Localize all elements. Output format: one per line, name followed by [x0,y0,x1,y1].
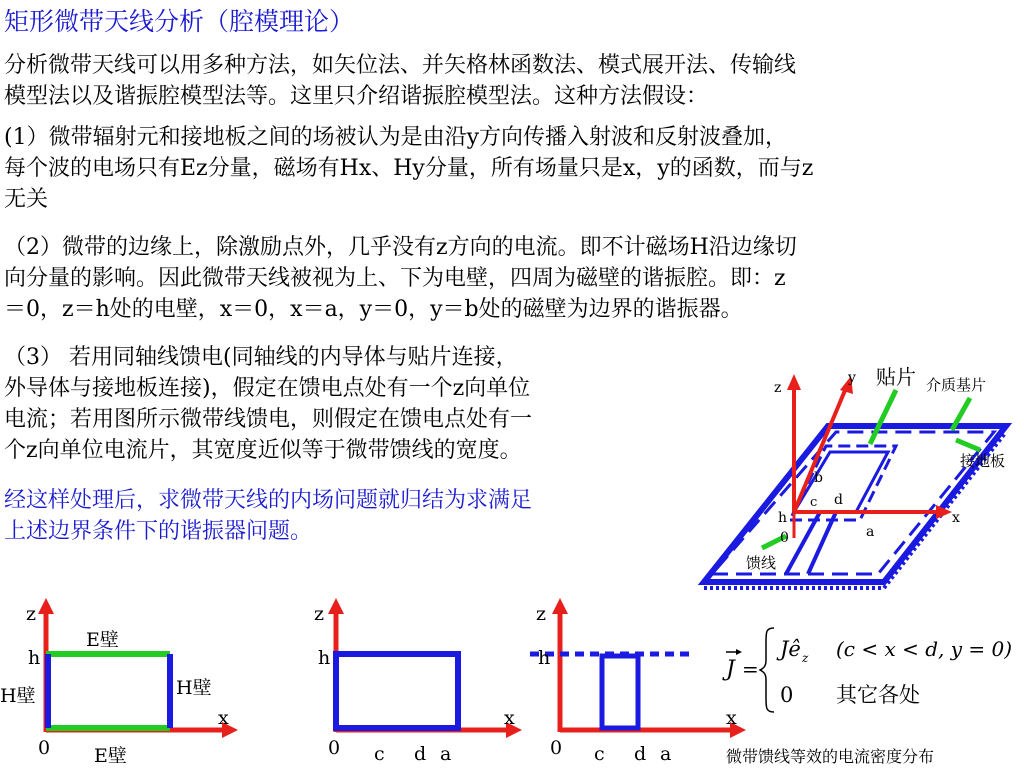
feed-label: 馈线 [746,554,777,572]
antenna-a-label: a [866,524,875,540]
case1-value: Jê [780,637,801,661]
assumption-3-line: 个z向单位电流片，其宽度近似等于微带馈线的宽度。 [4,438,522,463]
antenna-x-label: x [952,510,960,526]
left-h-wall-label: H壁 [0,685,36,707]
fig2-z-label: z [314,603,325,625]
fig1-x-label: x [218,707,229,729]
assumption-1-line: 无关 [4,187,49,212]
fig1-z-arrow [38,598,54,614]
antenna-y-label: y [848,370,856,386]
antenna-diagram [690,360,1024,600]
assumption-1-line: 每个波的电场只有Ez分量，磁场有Hx、Hy分量，所有场量只是x，y的函数，而与z [4,156,814,181]
assumption-1 [4,122,813,215]
top-e-wall-label: E壁 [86,629,119,651]
intro-line: 分析微带天线可以用多种方法，如矢位法、并矢格林函数法、模式展开法、传输线 [4,53,797,78]
antenna-d-label: d [834,492,843,508]
fig3-x-label: x [726,707,737,729]
fig3-a-label: a [660,743,672,765]
ground-label: 接地板 [960,452,1006,470]
bottom-e-wall-label: E壁 [94,745,127,767]
conclusion-line: 上述边界条件下的谐振器问题。 [4,519,313,544]
fig3-z-arrow [552,598,568,614]
cavity-diagram [300,596,530,768]
fig2-d-label: d [414,743,427,765]
fig3-d-label: d [634,743,647,765]
patch-label: 贴片 [876,365,916,389]
assumption-2-line: （2）微带的边缘上，除激励点外，几乎没有z方向的电流。即不计磁场H沿边缘切 [4,235,797,260]
page-title: 矩形微带天线分析（腔模理论） [4,7,355,36]
antenna-z-label: z [774,380,782,396]
formula-brace [760,628,774,712]
fig2-origin-label: 0 [328,737,341,759]
assumption-3-line: 外导体与接地板连接)，假定在馈电点处有一个z向单位 [4,376,531,401]
assumption-2-line: 向分量的影响。因此微带天线被视为上、下为电壁，四周为磁壁的谐振腔。即：z [4,266,786,291]
current-strip [602,656,638,728]
assumption-2-line: ＝0，z＝h处的电壁，x＝0，x＝a，y＝0，y＝b处的磁壁为边界的谐振器。 [4,297,743,322]
assumption-2 [4,232,797,325]
fig2-z-arrow [328,598,344,614]
antenna-h-label: h [778,510,788,526]
intro-paragraph [4,50,796,112]
fig3-origin-label: 0 [550,737,563,759]
antenna-b-label: b [814,470,823,486]
fig3-h-label: h [538,647,551,669]
fig1-z-label: z [26,603,37,625]
case2-value: 0 [780,683,794,707]
vector-arrow-head [736,649,742,655]
right-h-wall-label: H壁 [176,677,212,699]
assumption-3-line: （3） 若用同轴线馈电(同轴线的内导体与贴片连接， [4,345,518,370]
fig1-h-label: h [28,647,41,669]
z-axis-arrow [787,374,801,390]
fig3-z-label: z [536,603,547,625]
fig2-x-label: x [504,707,515,729]
conclusion [4,485,532,547]
conclusion-line: 经这样处理后，求微带天线的内场问题就归结为求满足 [4,488,533,513]
case1-cond: (c < x < d, y = 0) [836,637,1013,661]
substrate-label: 介质基片 [926,376,987,394]
antenna-origin-label: 0 [780,530,789,546]
antenna-c-label: c [810,495,818,510]
fig2-h-label: h [318,647,331,669]
formula-lhs: J [726,657,735,682]
fig2-a-label: a [440,743,452,765]
fig3-c-label: c [594,743,605,765]
formula-eq: = [742,657,759,681]
fig2-c-label: c [374,743,385,765]
cavity-rect [336,654,458,728]
fig1-origin-label: 0 [38,737,51,759]
current-density-formula [718,622,1024,768]
assumption-1-line: (1）微带辐射元和接地板之间的场被认为是由沿y方向传播入射波和反射波叠加， [4,125,788,150]
intro-line: 模型法以及谐振腔模型法等。这里只介绍谐振腔模型法。这种方法假设： [4,84,709,109]
case1-sub: z [802,651,809,665]
patch-pointer [870,390,896,444]
assumption-3-line: 电流；若用图所示微带线馈电，则假定在馈电点处有一 [4,407,533,432]
ground-pointer [956,440,980,450]
case2-cond: 其它各处 [836,683,920,707]
wall-diagram [0,596,250,768]
formula-caption: 微带馈线等效的电流密度分布 [726,747,935,766]
assumption-3 [4,342,532,466]
